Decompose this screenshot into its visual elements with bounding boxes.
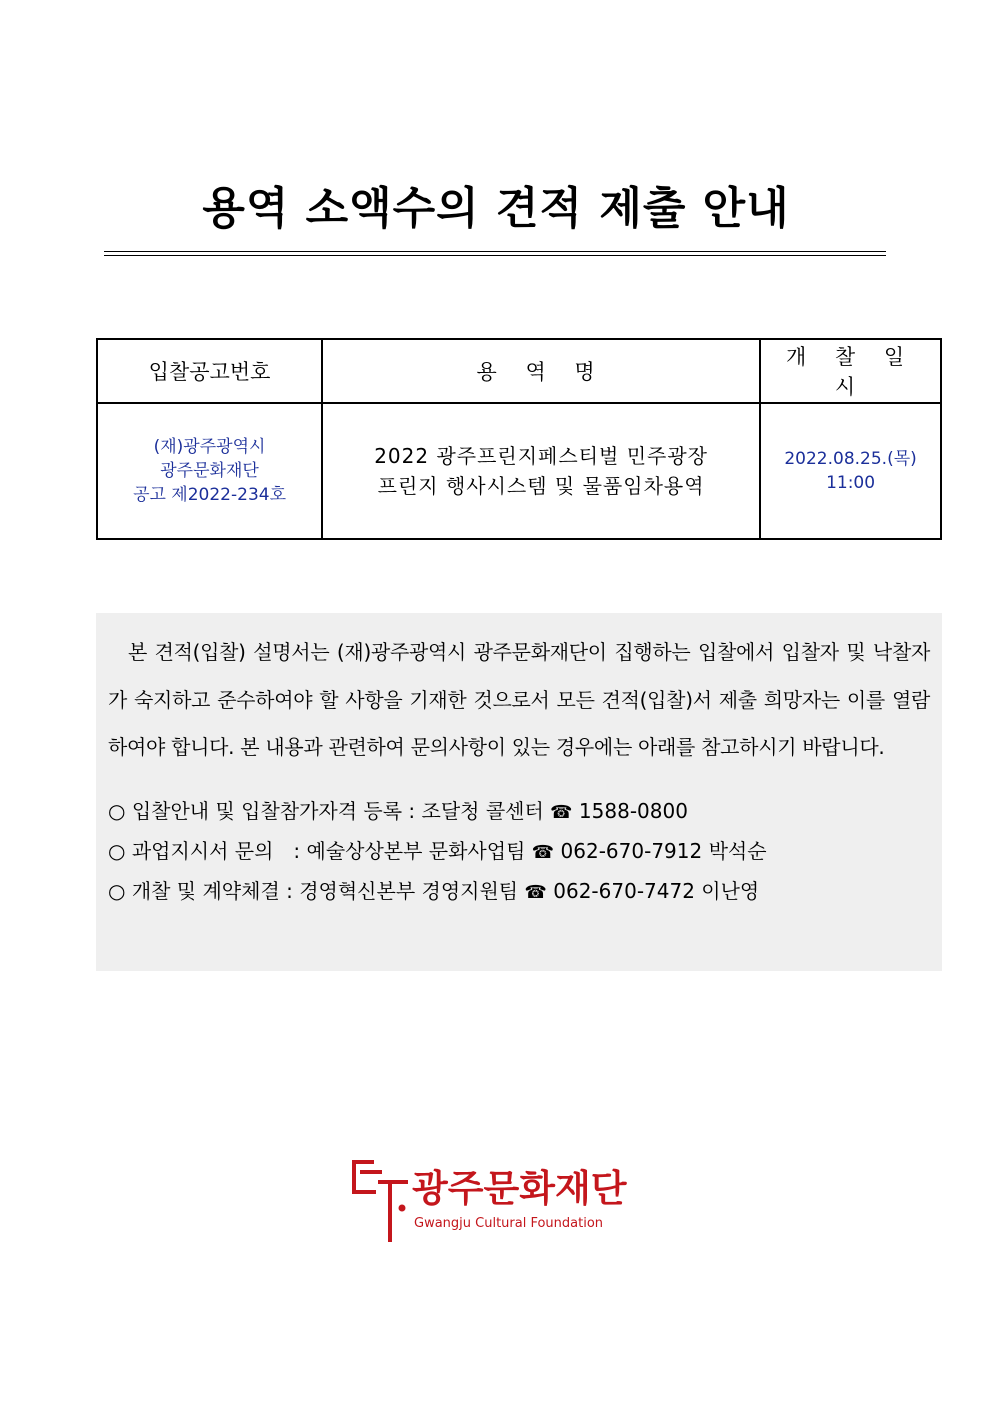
title-divider	[104, 255, 886, 256]
notice-no-line: 공고 제2022-234호	[133, 485, 286, 505]
notice-no-line: 광주문화재단	[160, 461, 259, 481]
notice-paragraph: 본 견적(입찰) 설명서는 (재)광주광역시 광주문화재단이 집행하는 입찰에서 입찰자 및 낙찰자가 숙지하고 준수하여야 할 사항을 기재한 것으로서 모든 견적(입찰)서 제출 희망자는 이를 열람하여야 합니다. 본 내용과 관련하여 문의사항이 있는 경우에는 아래를 참고하시기 바랍니다.	[108, 640, 930, 759]
opening-time: 11:00	[826, 473, 876, 493]
service-name-cell	[322, 403, 760, 539]
foundation-logo	[350, 1158, 650, 1244]
contact-label: 입찰안내 및 입찰참가자격 등록 : 조달청 콜센터	[131, 798, 544, 823]
notice-no-cell	[97, 403, 322, 539]
logo-english-name: Gwangju Cultural Foundation	[414, 1216, 604, 1231]
notice-box	[96, 613, 942, 971]
contact-item	[108, 872, 930, 912]
contact-label: 과업지시서 문의 : 예술상상본부 문화사업팀	[131, 838, 526, 863]
header-service-name: 용 역 명	[322, 339, 760, 403]
phone-icon: ☎	[531, 841, 555, 863]
page-title: 용역 소액수의 견적 제출 안내	[202, 183, 790, 234]
contact-phone: 1588-0800	[578, 798, 688, 823]
contact-phone: 062-670-7912	[560, 838, 703, 863]
logo-mark-icon	[350, 1158, 410, 1244]
phone-icon: ☎	[524, 881, 547, 903]
phone-icon: ☎	[550, 801, 573, 823]
bullet-circle: ○	[108, 798, 126, 823]
contact-item	[108, 832, 930, 872]
logo-name: 광주문화재단	[412, 1167, 627, 1210]
service-name-line: 2022 광주프린지페스티벌 민주광장	[374, 444, 708, 468]
bullet-circle: ○	[108, 878, 126, 903]
contact-person: 이난영	[701, 878, 760, 903]
bullet-circle: ○	[108, 838, 126, 863]
contact-list	[108, 792, 930, 912]
opening-date-cell	[760, 403, 941, 539]
contact-item	[108, 792, 930, 832]
table-row	[97, 403, 941, 539]
contact-label: 개찰 및 계약체결 : 경영혁신본부 경영지원팀	[131, 878, 519, 903]
contact-phone: 062-670-7472	[553, 878, 695, 903]
title-divider	[104, 251, 886, 252]
service-name-line: 프린지 행사시스템 및 물품임차용역	[377, 474, 705, 498]
bid-info-table	[96, 338, 942, 540]
contact-person: 박석순	[708, 838, 767, 863]
header-opening-date: 개 찰 일 시	[760, 339, 941, 403]
opening-date: 2022.08.25.(목)	[784, 449, 917, 469]
table-header-row	[97, 339, 941, 403]
header-notice-no: 입찰공고번호	[97, 339, 322, 403]
notice-no-line: (재)광주광역시	[153, 437, 266, 457]
